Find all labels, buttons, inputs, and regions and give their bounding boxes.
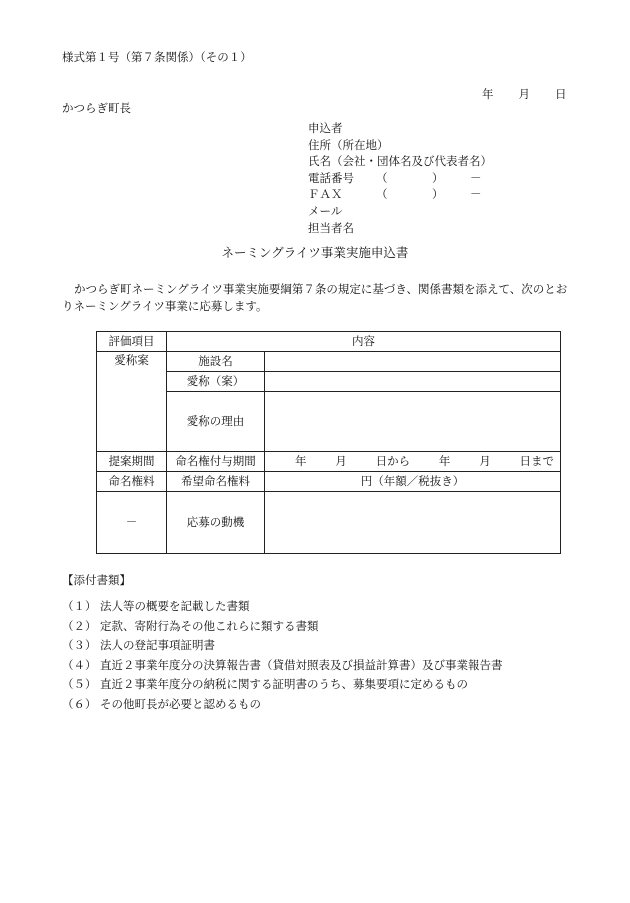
motive-value[interactable] <box>265 492 561 554</box>
attachment-number: （４） <box>62 657 97 672</box>
header-content: 内容 <box>167 332 561 352</box>
period-month-1: 月 <box>335 453 347 468</box>
fee-sub-label: 希望命名権料 <box>167 472 265 492</box>
applicant-phone <box>308 170 492 187</box>
attachment-item <box>62 617 503 637</box>
attachment-item <box>62 675 503 695</box>
period-sub-label: 命名権付与期間 <box>167 452 265 472</box>
period-year-1: 年 <box>295 453 307 468</box>
phone-label: 電話番号 <box>308 170 354 185</box>
fax-dash: － <box>470 187 482 202</box>
reason-value[interactable] <box>265 392 561 452</box>
proposal-label: 愛称案 <box>97 352 167 452</box>
applicant-block <box>308 120 492 236</box>
nickname-label: 愛称（案） <box>167 372 265 392</box>
applicant-contact: 担当者名 <box>308 220 354 235</box>
date-line <box>482 89 567 101</box>
motive-dash: － <box>97 492 167 554</box>
period-year-2: 年 <box>438 453 451 468</box>
addressee: かつらぎ町長 <box>62 101 131 115</box>
attachment-text: 直近２事業年度分の決算報告書（貸借対照表及び損益計算書）及び事業報告書 <box>100 657 503 672</box>
nickname-value[interactable] <box>265 372 561 392</box>
header-item: 評価項目 <box>97 332 167 352</box>
fax-open: （ <box>376 187 388 202</box>
period-from: 日から <box>375 453 411 468</box>
facility-value[interactable] <box>265 352 561 372</box>
fee-unit: 円（年額／税抜き） <box>360 473 465 488</box>
attachments-list <box>62 597 503 714</box>
attachment-item <box>62 656 503 676</box>
evaluation-table <box>96 331 561 554</box>
attachment-text: 定款、寄附行為その他これらに類する書類 <box>100 618 319 633</box>
form-number: 様式第１号（第７条関係）（その１） <box>62 50 252 64</box>
attachment-text: その他町長が必要と認めるもの <box>100 696 261 711</box>
fax-close: ） <box>432 187 444 202</box>
applicant-name: 氏名（会社・団体名及び代表者名） <box>308 154 492 169</box>
attachment-number: （１） <box>62 599 97 613</box>
fee-label: 命名権料 <box>97 472 167 492</box>
phone-close: ） <box>432 170 444 185</box>
attachment-text: 法人等の概要を記載した書類 <box>100 599 250 613</box>
period-to: 日まで <box>519 453 554 468</box>
applicant-title: 申込者 <box>308 121 343 135</box>
attachment-number: （２） <box>62 618 97 633</box>
date-day: 日 <box>555 87 567 101</box>
applicant-mail: メール <box>308 203 343 218</box>
attachment-item <box>62 636 503 656</box>
date-year: 年 <box>482 87 494 101</box>
body-text: かつらぎ町ネーミングライツ事業実施要綱第７条の規定に基づき、関係書類を添えて、次のとおりネーミングライツ事業に応募します。 <box>62 282 568 313</box>
attachment-text: 直近２事業年度分の納税に関する証明書のうち、募集要項に定めるもの <box>100 677 468 691</box>
fax-label: ＦＡＸ <box>308 187 343 202</box>
attachment-text: 法人の登記事項証明書 <box>100 638 215 652</box>
motive-label: 応募の動機 <box>167 492 265 554</box>
applicant-fax <box>308 186 492 203</box>
attachment-item <box>62 597 503 617</box>
reason-label: 愛称の理由 <box>167 392 265 452</box>
attachments-heading: 【添付書類】 <box>62 573 131 587</box>
document-title: ネーミングライツ事業実施申込書 <box>221 245 409 260</box>
period-value[interactable] <box>265 452 561 472</box>
attachment-item <box>62 695 503 715</box>
phone-open: （ <box>376 170 388 185</box>
applicant-address: 住所（所在地） <box>308 137 389 152</box>
period-month-2: 月 <box>479 453 491 468</box>
facility-label: 施設名 <box>167 352 265 372</box>
period-label: 提案期間 <box>97 452 167 472</box>
date-month: 月 <box>518 87 530 101</box>
attachment-number: （５） <box>62 677 97 691</box>
phone-dash: － <box>470 170 482 185</box>
attachment-number: （６） <box>62 696 97 711</box>
fee-value[interactable] <box>265 472 561 492</box>
attachment-number: （３） <box>62 638 97 652</box>
